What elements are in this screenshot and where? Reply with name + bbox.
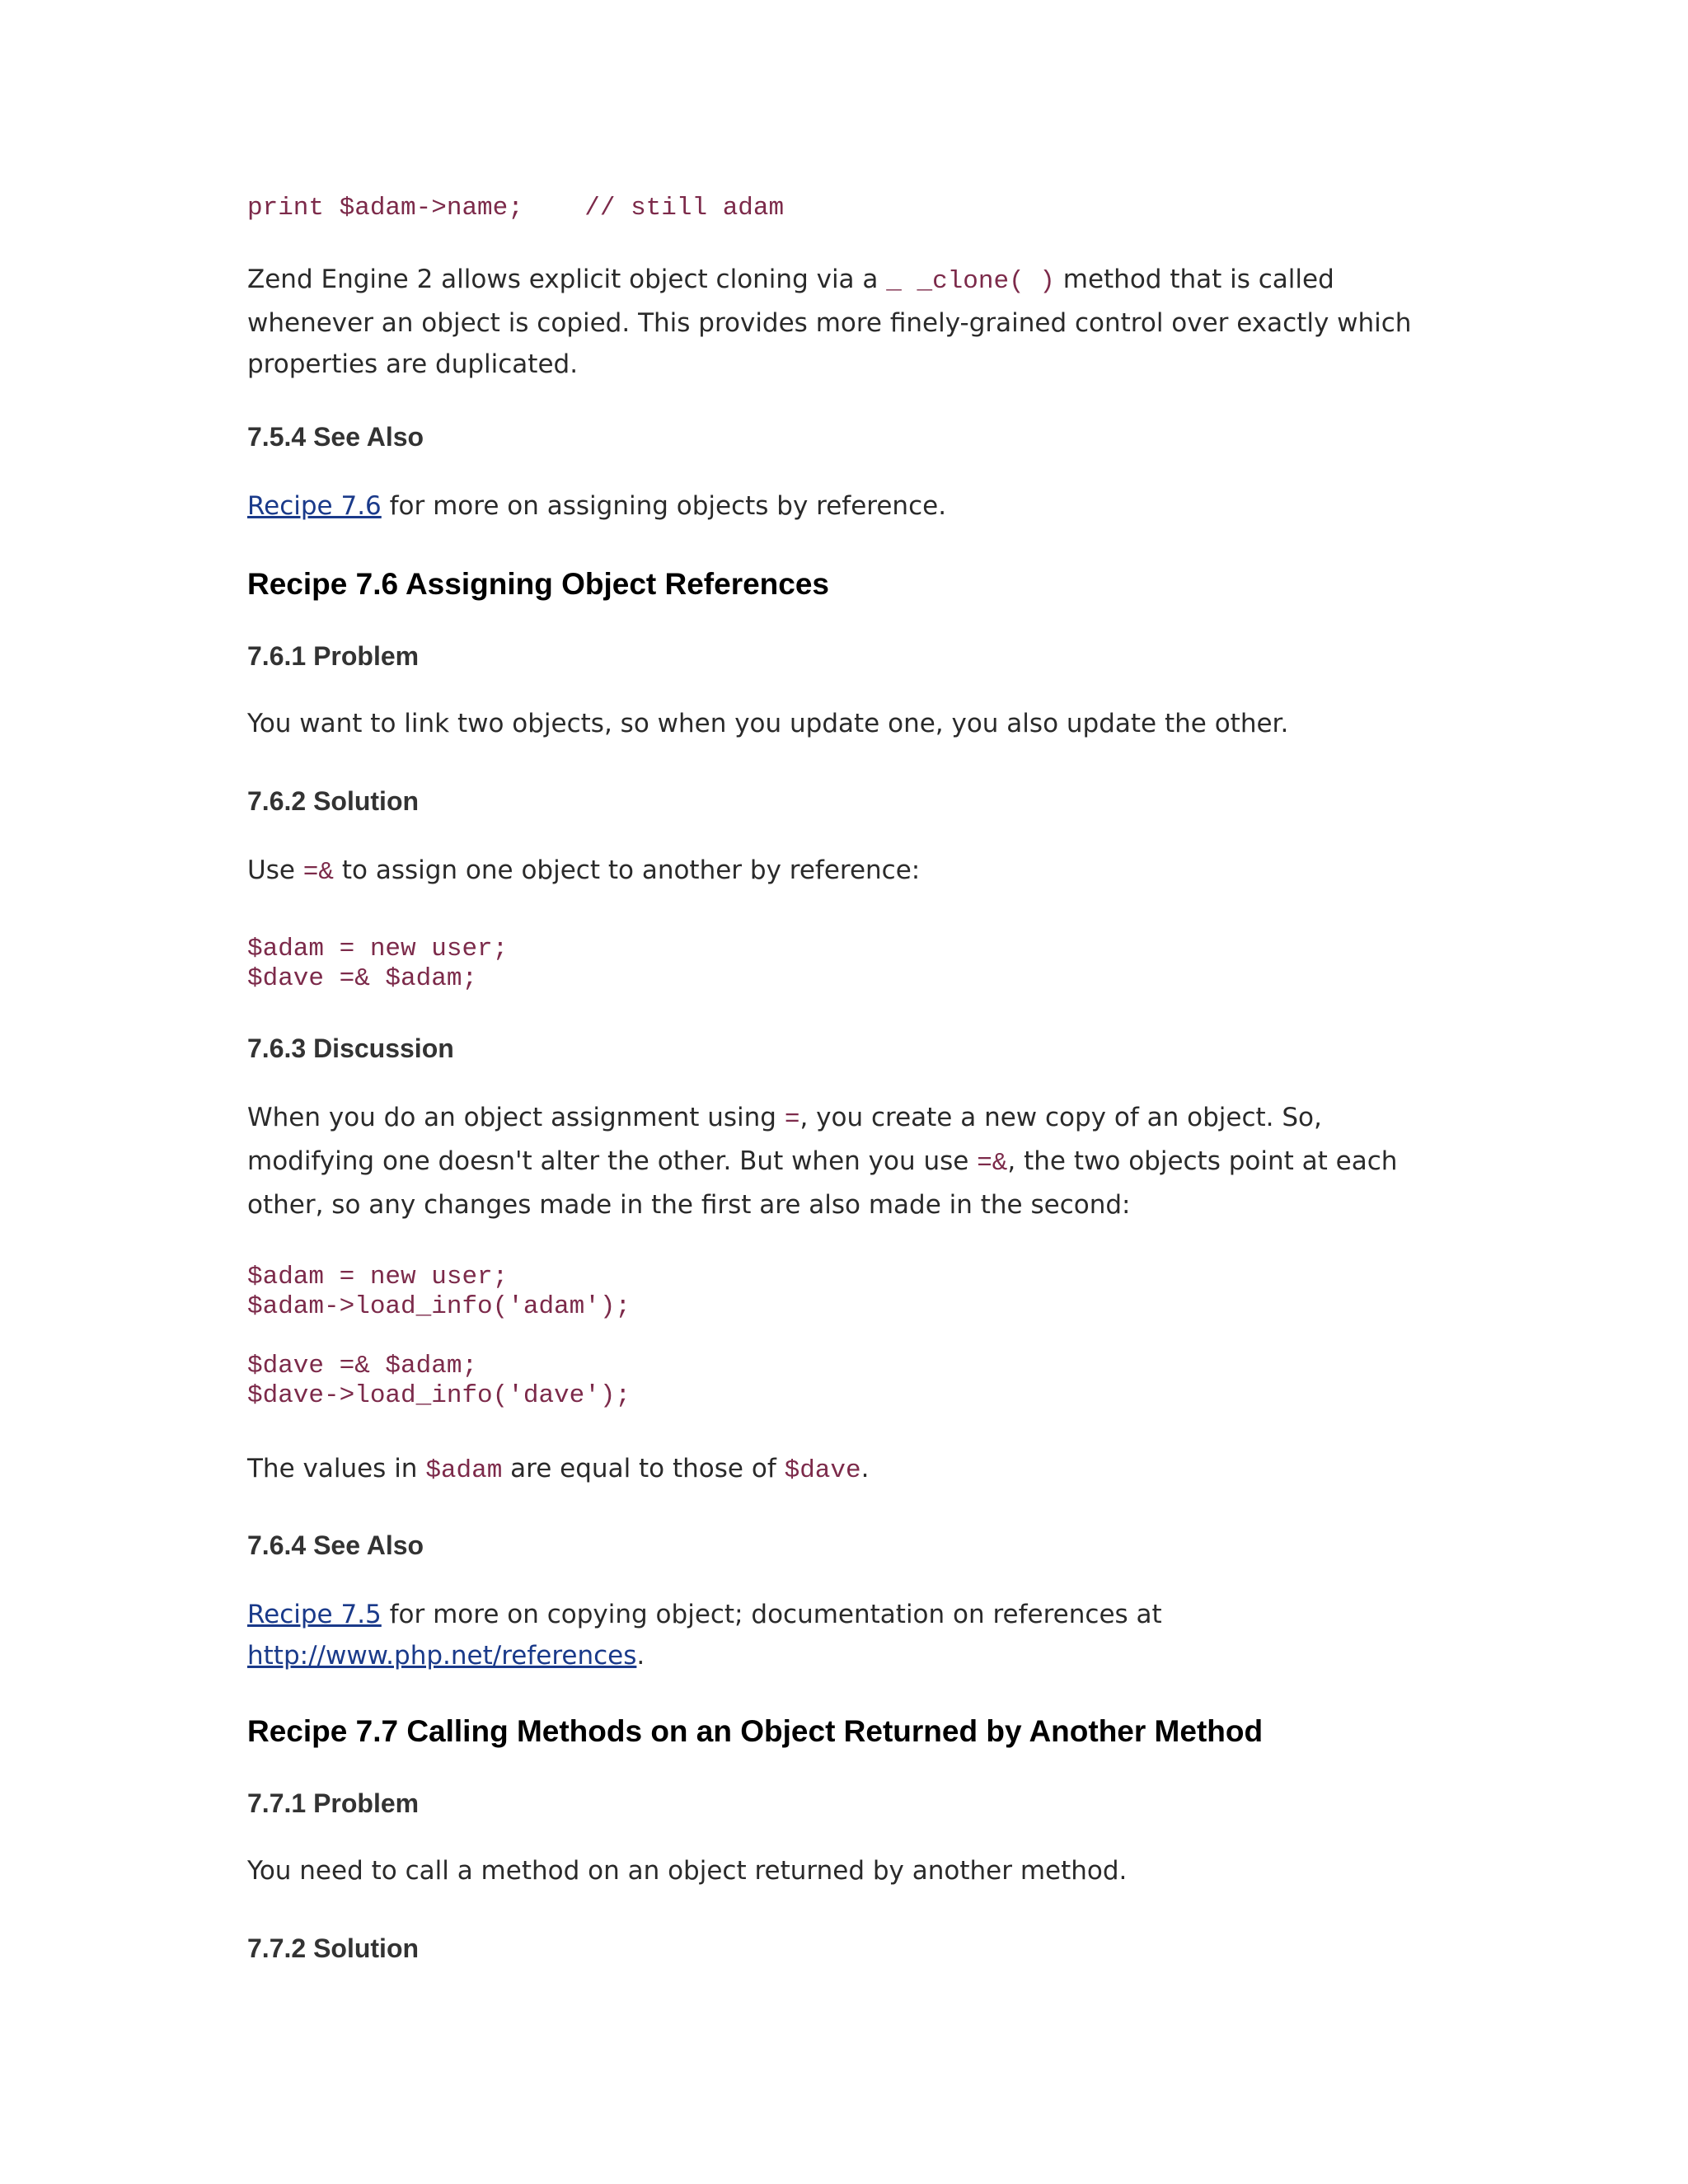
link-recipe-7-6[interactable]: Recipe 7.6 (247, 491, 382, 521)
paragraph-values-text-2: are equal to those of (502, 1454, 785, 1483)
paragraph-clone (247, 259, 1451, 385)
paragraph-discussion (247, 1097, 1451, 1226)
assign-operator-code: = (784, 1105, 800, 1134)
paragraph-discussion-text-2: , you create a new copy of an object. So, modifying one doesn't alter the other. But when you use (247, 1103, 1322, 1176)
paragraph-see-also-7-6-text: for more on assigning objects by reference. (381, 491, 947, 521)
paragraph-discussion-text-1: When you do an object assignment using (247, 1103, 785, 1132)
code-block-discussion: $adam = new user; $adam->load_info('adam'); $dave =& $adam; $dave->load_info('dave'); (247, 1263, 631, 1410)
heading-7-7-2-solution: 7.7.2 Solution (247, 1933, 420, 1963)
paragraph-problem-7-6: You want to link two objects, so when you update one, you also update the other. (247, 709, 1289, 738)
paragraph-see-also-7-5-end: . (636, 1641, 645, 1671)
link-recipe-7-5[interactable]: Recipe 7.5 (247, 1600, 382, 1629)
paragraph-solution-text-2: to assign one object to another by reference: (334, 855, 921, 885)
paragraph-problem-7-7: You need to call a method on an object returned by another method. (247, 1856, 1128, 1886)
paragraph-solution-7-6 (247, 850, 1451, 893)
adam-variable-code: $adam (425, 1456, 503, 1485)
heading-7-6-3-discussion: 7.6.3 Discussion (247, 1033, 454, 1063)
code-block-solution: $adam = new user; $dave =& $adam; (247, 935, 509, 993)
heading-7-6-1-problem: 7.6.1 Problem (247, 641, 420, 671)
dave-variable-code: $dave (784, 1456, 861, 1485)
paragraph-values-text-1: The values in (247, 1454, 426, 1483)
ref-operator-code: =& (977, 1149, 1008, 1178)
paragraph-clone-text-1: Zend Engine 2 allows explicit object cloning via a (247, 265, 887, 294)
code-still-adam: print $adam->name; // still adam (247, 194, 785, 223)
paragraph-see-also-7-5 (247, 1594, 1451, 1676)
paragraph-see-also-7-5-text: for more on copying object; documentation on references at (381, 1600, 1162, 1629)
clone-method-code: _ _clone( ) (886, 267, 1055, 296)
heading-7-6-2-solution: 7.6.2 Solution (247, 786, 420, 816)
link-php-references[interactable]: http://www.php.net/references (247, 1641, 637, 1671)
ref-assign-operator-code: =& (302, 858, 334, 887)
paragraph-see-also-7-6 (247, 485, 1451, 527)
paragraph-values-text-3: . (860, 1454, 870, 1483)
heading-recipe-7-6: Recipe 7.6 Assigning Object References (247, 567, 829, 601)
paragraph-discussion-text-3: , the two objects point at each other, so any changes made in the first are also made in the second: (247, 1146, 1398, 1220)
heading-7-5-4-see-also: 7.5.4 See Also (247, 422, 424, 452)
paragraph-solution-text-1: Use (247, 855, 303, 885)
paragraph-values (247, 1448, 1451, 1492)
heading-7-6-4-see-also: 7.6.4 See Also (247, 1530, 424, 1560)
heading-recipe-7-7: Recipe 7.7 Calling Methods on an Object Returned by Another Method (247, 1714, 1264, 1748)
paragraph-clone-text-2: method that is called whenever an object is copied. This provides more finely-grained control over exactly which properties are duplicated. (247, 265, 1412, 379)
heading-7-7-1-problem: 7.7.1 Problem (247, 1788, 420, 1818)
